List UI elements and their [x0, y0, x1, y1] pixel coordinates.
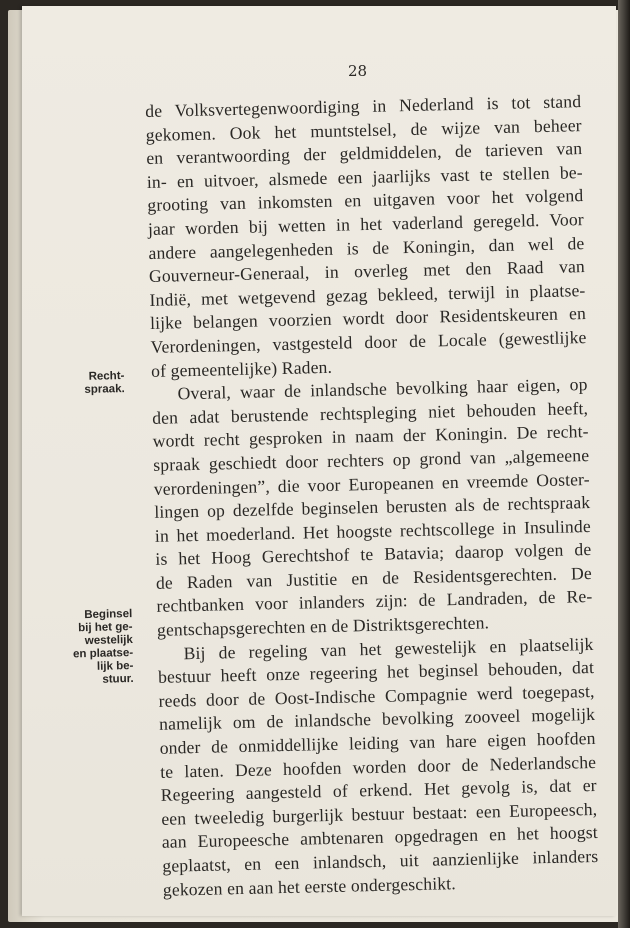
text-line: den adat berustende rechtspleging niet behouden heeft,	[151, 397, 589, 428]
text-line: Verordeningen, vastgesteld door de Locale (gewestlijke	[150, 326, 587, 357]
text-line: wordt recht gesproken in naam der Koningin. De recht-	[152, 421, 589, 452]
text-line: aan Europeesche ambtenaren opgedragen en het hoogst	[161, 822, 598, 853]
text-line: reeds door de Oost-Indische Compagnie werd toegepast,	[158, 680, 595, 711]
marginal-note-line: bij het ge-	[77, 620, 133, 635]
text-line: Indië, met wetgevend gezag bekleed, terwijl in plaatse-	[149, 279, 586, 310]
text-line: een tweeledig burgerlijk bestuur bestaat: een Europeesch,	[161, 798, 598, 829]
page-number: 28	[348, 62, 368, 80]
text-line: lijke belangen voorzien wordt door Residentskeuren en	[149, 303, 587, 334]
marginal-note-line: en plaatse-	[72, 646, 134, 661]
text-line: in het moederland. Het hoogste rechtscollege in Insulinde	[154, 515, 591, 546]
text-line: in- en uitvoer, alsmede een jaarlijks vast te stellen be-	[146, 161, 583, 192]
text-line: gekozen en aan het eerste ondergeschikt.	[162, 872, 456, 900]
text-line: namelijk om de inlandsche bevolking zooveel mogelijk	[158, 704, 596, 735]
text-line: en verantwoording der geldmiddelen, de tarieven van	[146, 138, 583, 169]
marginal-note-line: stuur.	[102, 672, 134, 686]
text-line: grooting van inkomsten en uitgaven voor het volgend	[147, 185, 584, 216]
text-line: onder de onmiddellijke leiding van hare eigen hoofden	[159, 727, 596, 758]
text-line: Regeering aangesteld of erkend. Het gevolg is, dat er	[160, 775, 597, 806]
text-line: de Volksvertegenwoordiging in Nederland is tot stand	[145, 91, 582, 121]
text-line: geplaatst, en een inlandsch, uit aanzienlijke inlanders	[162, 845, 599, 876]
text-line: Gouverneur-Generaal, in overleg met den Raad van	[148, 256, 586, 287]
marginal-note-rechtspraak	[84, 370, 125, 397]
text-line: gekomen. Ook het muntstelsel, de wijze van beheer	[145, 114, 582, 145]
text-line: gentschapsgerechten en de Distriktsgerechten.	[156, 612, 490, 640]
text-line: lingen op dezelfde beginselen berusten als de rechtspraak	[154, 492, 591, 522]
text-line: verordeningen”, die voor Europeanen en vreemde Ooster-	[153, 468, 590, 499]
marginal-note-line: Beginsel	[84, 608, 133, 622]
text-line: Overal, waar de inlandsche bevolking haar eigen, op	[177, 374, 588, 404]
text-line: spraak geschiedt door rechters op grond van „algemeene	[153, 444, 590, 475]
text-line: is het Hoog Gerechtshof te Batavia; daarop volgen de	[155, 539, 592, 570]
text-line: Bij de regeling van het gewestelijk en plaatselijk	[183, 633, 594, 663]
text-line: of gemeentelijke) Raden.	[150, 356, 333, 381]
marginal-note-line: spraak.	[84, 382, 125, 396]
text-line: rechtbanken voor inlanders zijn: de Landraden, de Re-	[156, 586, 593, 617]
text-line: bestuur heeft onze regeering het beginsel behouden, dat	[157, 657, 595, 688]
marginal-note-line: westelijk	[84, 633, 133, 648]
body-text	[145, 90, 599, 902]
text-line: jaar worden bij wetten in het vaderland geregeld. Voor	[147, 209, 585, 239]
marginal-note-line: lijk be-	[96, 659, 134, 673]
book-spine-shadow	[618, 0, 630, 928]
marginal-note-beginsel-bestuur	[72, 608, 134, 687]
text-line: andere aangelegenheden is de Koningin, dan wel de	[148, 232, 585, 263]
text-line: te laten. Deze hoofden worden door de Nederlandsche	[160, 751, 597, 782]
text-line: de Raden van Justitie en de Residentsgerechten. De	[155, 562, 593, 593]
marginal-note-line: Recht-	[88, 370, 125, 383]
